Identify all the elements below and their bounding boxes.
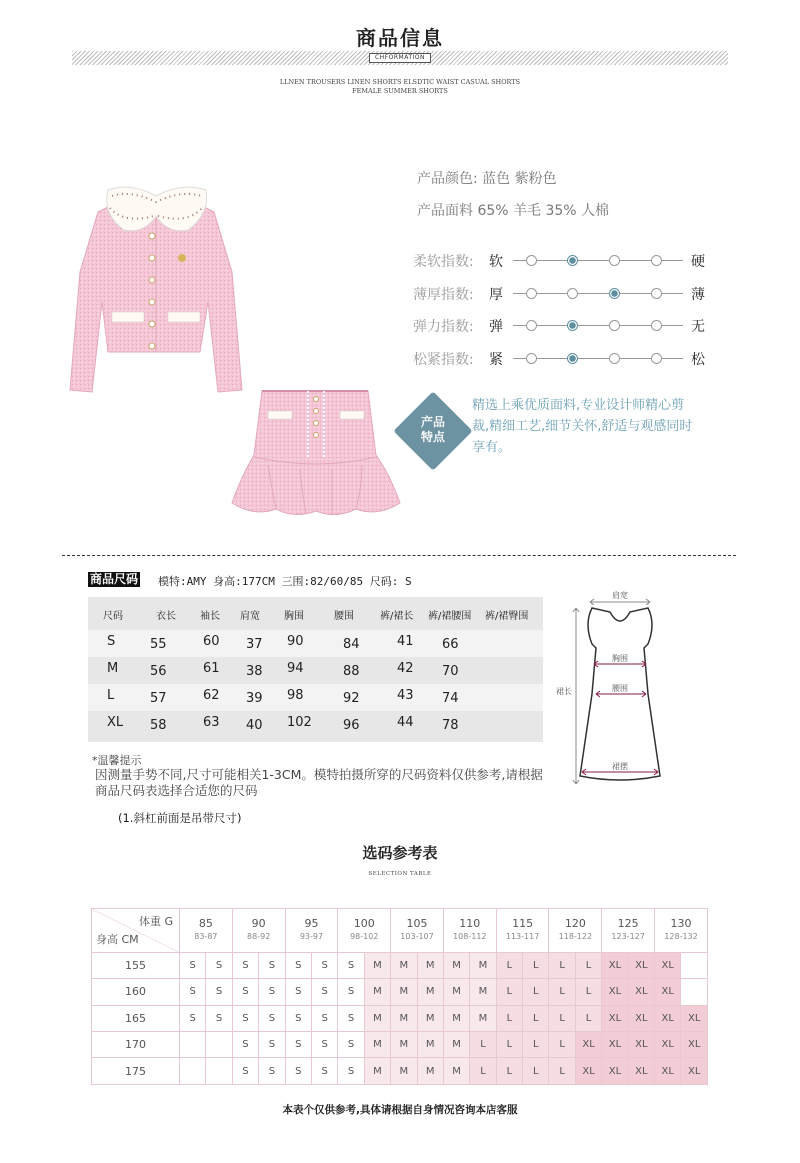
height-axis-label: 身高 CM: [96, 933, 139, 947]
weight-header-cell: [443, 909, 496, 953]
size-cell: L: [523, 1058, 549, 1085]
size-cell: L: [496, 979, 522, 1005]
size-table-cell: 55: [150, 637, 167, 652]
index-dot: [651, 288, 662, 299]
size-cell: S: [285, 1032, 311, 1058]
size-cell: S: [259, 979, 285, 1005]
size-cell: L: [549, 952, 575, 978]
size-cell: M: [364, 979, 390, 1005]
size-cell: M: [391, 952, 417, 978]
size-table-cell: S: [107, 634, 116, 649]
size-table-header-cell: 裤/裙长: [380, 611, 414, 622]
size-cell: [206, 1058, 232, 1085]
index-dot: [526, 255, 537, 266]
size-cell: S: [232, 979, 258, 1005]
diagram-label-length: 裙长: [556, 687, 572, 696]
weight-range: 93-97: [299, 932, 324, 942]
size-cell: S: [232, 1032, 258, 1058]
size-table-cell: 38: [246, 664, 263, 679]
index-dot: [651, 255, 662, 266]
selection-subtitle: SELECTION TABLE: [368, 871, 432, 877]
size-table-cell: 62: [203, 688, 220, 703]
selection-corner-cell: [92, 909, 180, 953]
size-cell: M: [470, 979, 496, 1005]
selection-table: [91, 908, 708, 1085]
index-dot: [526, 353, 537, 364]
selection-title: 选码参考表: [362, 844, 438, 862]
size-cell: L: [496, 1032, 522, 1058]
index-low-label: 厚: [489, 287, 503, 303]
size-cell: S: [311, 979, 337, 1005]
size-cell: XL: [628, 1058, 654, 1085]
skirt-image: [228, 385, 403, 525]
size-cell: L: [470, 1032, 496, 1058]
selection-header-row: [92, 909, 708, 953]
index-low-label: 弹: [489, 319, 503, 335]
size-cell: M: [443, 1005, 469, 1031]
index-scale: [513, 287, 683, 299]
index-label: 松紧指数:: [413, 352, 474, 368]
size-cell: S: [311, 952, 337, 978]
size-cell: M: [470, 952, 496, 978]
size-table-cell: 78: [442, 718, 459, 733]
height-cell: 170: [92, 1032, 180, 1058]
index-scale: [513, 254, 683, 266]
size-cell: M: [417, 1005, 443, 1031]
header-badge: CHFORMATION: [369, 53, 431, 63]
size-cell: L: [496, 1005, 522, 1031]
section-divider: [62, 555, 736, 556]
size-cell: XL: [655, 1032, 681, 1058]
size-table-cell: 57: [150, 691, 167, 706]
size-table-cell: 98: [287, 688, 304, 703]
size-cell: S: [259, 1058, 285, 1085]
size-cell: S: [206, 979, 232, 1005]
size-table-header-cell: 尺码: [103, 611, 123, 622]
size-cell: S: [232, 952, 258, 978]
height-cell: 160: [92, 979, 180, 1005]
header-subtitle: [0, 78, 800, 96]
size-table-cell: XL: [107, 715, 124, 730]
index-dot: [526, 288, 537, 299]
weight-header-cell: [232, 909, 285, 953]
weight-range: 123-127: [611, 932, 645, 942]
size-table-row: [88, 684, 543, 711]
weight-range: 88-92: [247, 932, 271, 942]
size-table-cell: 74: [442, 691, 459, 706]
tips-body: 因测量手势不同,尺寸可能相关1-3CM。模特拍摄所穿的尺码资料仅供参考,请根据商品尺码表选择合适您的尺码: [95, 767, 543, 798]
size-cell: L: [549, 1005, 575, 1031]
size-cell: S: [180, 979, 206, 1005]
size-table-row: [88, 711, 543, 738]
size-cell: XL: [602, 1058, 628, 1085]
size-cell: M: [470, 1005, 496, 1031]
selection-row: [92, 1032, 708, 1058]
size-cell: M: [391, 1005, 417, 1031]
size-cell: XL: [602, 1005, 628, 1031]
size-cell: S: [259, 1032, 285, 1058]
size-cell: M: [417, 952, 443, 978]
size-cell: M: [364, 1032, 390, 1058]
feature-badge-line: 产品: [420, 415, 445, 429]
size-cell: M: [364, 1058, 390, 1085]
product-fabric: 产品面料 65% 羊毛 35% 人棉: [417, 203, 610, 219]
index-dot: [609, 255, 620, 266]
size-cell: L: [523, 1032, 549, 1058]
dress-diagram: [552, 586, 682, 791]
size-cell: L: [470, 1058, 496, 1085]
weight-header-cell: [285, 909, 338, 953]
page-title: 商品信息: [356, 26, 444, 50]
size-cell: L: [549, 979, 575, 1005]
diagram-label-chest: 胸围: [612, 654, 628, 663]
size-cell: XL: [602, 979, 628, 1005]
size-cell: S: [338, 1005, 364, 1031]
size-cell: S: [259, 1005, 285, 1031]
size-cell: XL: [681, 1058, 708, 1085]
index-high-label: 硬: [691, 254, 705, 270]
size-cell: S: [180, 952, 206, 978]
size-table-cell: 60: [203, 634, 220, 649]
size-cell: M: [443, 1058, 469, 1085]
index-dot: [609, 353, 620, 364]
weight-value: 105: [406, 917, 428, 931]
size-cell: XL: [655, 979, 681, 1005]
weight-value: 100: [353, 917, 375, 931]
diagram-label-waist: 腰围: [612, 684, 628, 693]
size-table-header-cell: 肩宽: [240, 611, 260, 622]
index-low-label: 软: [489, 254, 503, 270]
weight-header-cell: [391, 909, 444, 953]
size-cell: [180, 1058, 206, 1085]
size-table-cell: 66: [442, 637, 459, 652]
size-table-cell: 40: [246, 718, 263, 733]
height-cell: 165: [92, 1005, 180, 1031]
size-cell: L: [496, 952, 522, 978]
index-label: 弹力指数:: [413, 319, 474, 335]
index-low-label: 紧: [489, 352, 503, 368]
weight-range: 118-122: [558, 932, 593, 942]
size-table-header-cell: 袖长: [200, 611, 220, 622]
selection-corner: [92, 909, 179, 951]
size-table-cell: 92: [343, 691, 360, 706]
size-table-header-cell: 裤/裙臀围: [485, 611, 529, 622]
weight-header-cell: [655, 909, 708, 953]
weight-header-cell: [602, 909, 655, 953]
size-cell: XL: [602, 952, 628, 978]
size-table-cell: L: [107, 688, 115, 703]
size-table-cell: M: [107, 661, 119, 676]
index-label: 柔软指数:: [413, 254, 474, 270]
size-cell: S: [311, 1005, 337, 1031]
index-label: 薄厚指数:: [413, 287, 474, 303]
feature-badge-line: 特点: [420, 430, 445, 444]
tips-note: (1.斜杠前面是吊带尺寸): [118, 811, 242, 825]
size-cell: L: [549, 1032, 575, 1058]
index-dot: [526, 320, 537, 331]
feature-badge-text: [405, 415, 461, 445]
size-table-cell: 102: [287, 715, 312, 730]
size-cell: XL: [655, 952, 681, 978]
size-table-cell: 41: [397, 634, 414, 649]
size-table-row: [88, 630, 543, 657]
size-cell: S: [311, 1032, 337, 1058]
selection-row: [92, 979, 708, 1005]
height-cell: 175: [92, 1058, 180, 1085]
size-table-cell: 84: [343, 637, 360, 652]
size-table-cell: 90: [287, 634, 304, 649]
size-table-cell: 43: [397, 688, 414, 703]
size-cell: S: [232, 1005, 258, 1031]
index-high-label: 无: [691, 319, 705, 335]
weight-value: 130: [670, 917, 692, 931]
model-info: 模特:AMY 身高:177CM 三围:82/60/85 尺码: S: [158, 575, 412, 588]
size-cell: XL: [602, 1032, 628, 1058]
size-table-cell: 42: [397, 661, 414, 676]
size-cell: S: [285, 1005, 311, 1031]
size-cell: S: [338, 1032, 364, 1058]
size-cell: M: [391, 1032, 417, 1058]
size-table: [88, 597, 543, 742]
size-cell: L: [575, 1005, 601, 1031]
index-dot-selected: [567, 353, 578, 364]
weight-value: 90: [251, 917, 266, 931]
weight-value: 120: [564, 917, 586, 931]
size-cell: [180, 1032, 206, 1058]
size-cell: XL: [681, 1005, 708, 1031]
size-cell: M: [417, 1058, 443, 1085]
weight-value: 110: [459, 917, 481, 931]
size-cell: XL: [575, 1058, 601, 1085]
index-high-label: 薄: [691, 287, 705, 303]
weight-value: 95: [304, 917, 319, 931]
size-cell: L: [496, 1058, 522, 1085]
size-cell: XL: [655, 1058, 681, 1085]
size-cell: S: [180, 1005, 206, 1031]
size-cell: L: [549, 1058, 575, 1085]
size-cell: M: [443, 979, 469, 1005]
size-cell: S: [285, 1058, 311, 1085]
size-cell: S: [338, 979, 364, 1005]
size-table-cell: 96: [343, 718, 360, 733]
index-scale: [513, 352, 683, 364]
size-cell: L: [523, 952, 549, 978]
size-cell: M: [364, 1005, 390, 1031]
size-cell: S: [311, 1058, 337, 1085]
diagram-label-shoulder: 肩宽: [612, 591, 628, 600]
size-cell: XL: [681, 1032, 708, 1058]
size-table-cell: 70: [442, 664, 459, 679]
size-cell: M: [417, 979, 443, 1005]
selection-footer: 本表个仅供参考,具体请根据自身情况咨询本店客服: [282, 1104, 518, 1116]
size-cell: M: [364, 952, 390, 978]
size-cell: XL: [628, 952, 654, 978]
size-cell: S: [338, 952, 364, 978]
size-cell: XL: [628, 1032, 654, 1058]
size-table-cell: 61: [203, 661, 220, 676]
product-color: 产品颜色: 蓝色 紫粉色: [417, 171, 557, 187]
index-dot: [609, 320, 620, 331]
size-cell: S: [206, 1005, 232, 1031]
size-cell: S: [232, 1058, 258, 1085]
size-cell: [681, 979, 708, 1005]
weight-header-cell: [549, 909, 602, 953]
header-subtitle-line: FEMALE SUMMER SHORTS: [352, 87, 448, 95]
size-cell: M: [417, 1032, 443, 1058]
size-cell: L: [575, 952, 601, 978]
size-cell: XL: [628, 1005, 654, 1031]
size-table-header-cell: 衣长: [156, 611, 176, 622]
size-table-cell: 39: [246, 691, 263, 706]
index-dot-selected: [609, 288, 620, 299]
diagram-label-hem: 裙摆: [612, 762, 628, 771]
weight-range: 98-102: [350, 932, 379, 942]
size-cell: L: [523, 979, 549, 1005]
tips-title: *温馨提示: [92, 754, 142, 767]
size-table-header-cell: 胸围: [284, 611, 304, 622]
weight-value: 125: [617, 917, 639, 931]
size-table-cell: 88: [343, 664, 360, 679]
weight-range: 83-87: [194, 932, 218, 942]
size-cell: XL: [575, 1032, 601, 1058]
index-dot: [567, 288, 578, 299]
size-cell: S: [338, 1058, 364, 1085]
size-table-cell: 44: [397, 715, 414, 730]
size-table-header: [88, 597, 543, 630]
weight-range: 113-117: [505, 932, 540, 942]
weight-axis-label: 体重 G: [138, 915, 173, 929]
selection-row: [92, 1005, 708, 1031]
size-chart-tag: 商品尺码: [90, 572, 139, 586]
size-cell: XL: [628, 979, 654, 1005]
weight-value: 115: [512, 917, 534, 931]
jacket-image: [60, 152, 250, 402]
size-cell: [681, 952, 708, 978]
index-dot-selected: [567, 320, 578, 331]
size-cell: M: [443, 952, 469, 978]
size-cell: L: [575, 979, 601, 1005]
index-scale: [513, 319, 683, 331]
weight-range: 108-112: [453, 932, 487, 942]
size-table-cell: 37: [246, 637, 263, 652]
weight-header-cell: [180, 909, 233, 953]
size-table-cell: 63: [203, 715, 220, 730]
size-cell: M: [391, 1058, 417, 1085]
size-table-cell: 58: [150, 718, 167, 733]
size-table-header-cell: 腰围: [334, 611, 354, 622]
size-cell: M: [443, 1032, 469, 1058]
weight-value: 85: [198, 917, 213, 931]
size-cell: L: [523, 1005, 549, 1031]
size-table-cell: 94: [287, 661, 304, 676]
weight-range: 128-132: [664, 932, 698, 942]
size-table-cell: 56: [150, 664, 167, 679]
size-cell: XL: [655, 1005, 681, 1031]
size-cell: S: [285, 952, 311, 978]
size-table-header-cell: 裤/裙腰围: [428, 611, 472, 622]
weight-header-cell: [496, 909, 549, 953]
feature-text: 精选上乘优质面料,专业设计师精心剪裁,精细工艺,细节关怀,舒适与观感同时享有。: [472, 398, 693, 455]
size-table-row: [88, 657, 543, 684]
size-cell: S: [206, 952, 232, 978]
size-cell: S: [285, 979, 311, 1005]
index-high-label: 松: [691, 352, 705, 368]
height-cell: 155: [92, 952, 180, 978]
selection-row: [92, 952, 708, 978]
index-dot-selected: [567, 255, 578, 266]
size-cell: M: [391, 979, 417, 1005]
selection-row: [92, 1058, 708, 1085]
weight-range: 103-107: [400, 932, 434, 942]
index-dot: [651, 320, 662, 331]
index-dot: [651, 353, 662, 364]
header-subtitle-line: LLNEN TROUSERS LINEN SHORTS ELSDTIC WAIST CASUAL SHORTS: [279, 78, 521, 86]
size-cell: [206, 1032, 232, 1058]
weight-header-cell: [338, 909, 391, 953]
size-cell: S: [259, 952, 285, 978]
